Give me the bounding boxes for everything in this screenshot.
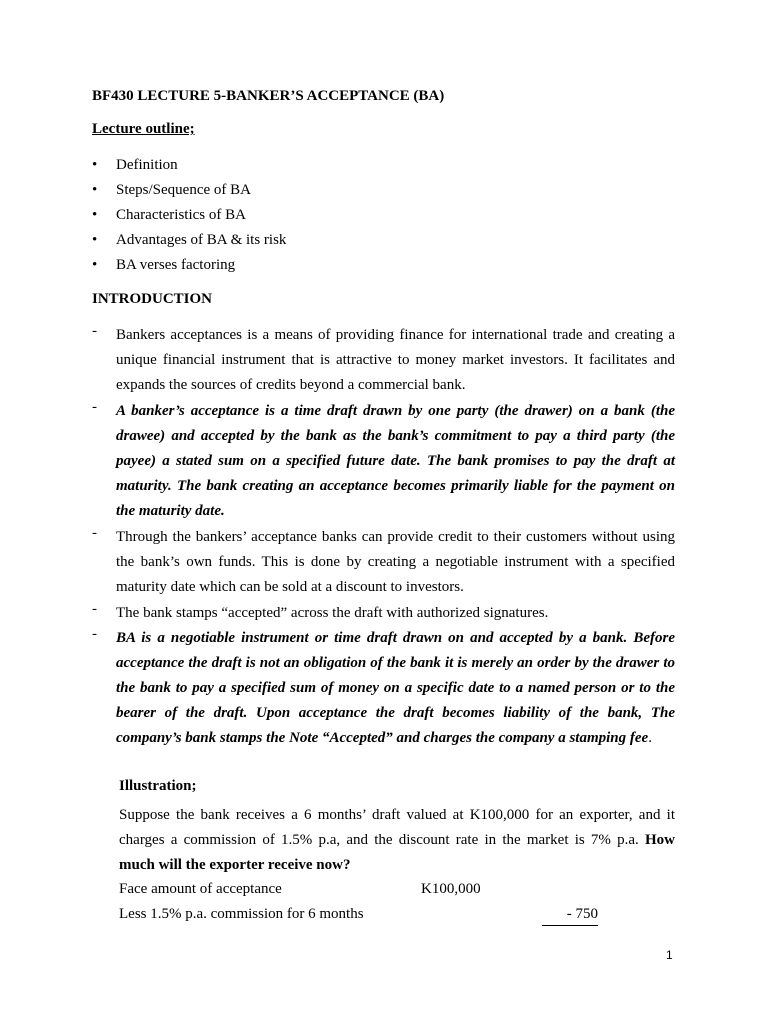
paragraph — [92, 626, 675, 766]
paragraph-text: The bank stamps “accepted” across the draft with authorized signatures. — [116, 605, 549, 621]
calc-label: Face amount of acceptance — [119, 881, 282, 897]
bullet-icon: • — [92, 157, 98, 173]
illustration-body: Suppose the bank receives a 6 months’ draft valued at K100,000 for an exporter, and it charges a commission of 1.5% p.a, and the discount rate in the market is 7% p.a. — [119, 807, 675, 848]
calc-value: K100,000 — [421, 881, 481, 897]
illustration-question: How much will the exporter receive now? — [119, 832, 675, 873]
paragraph-text: Through the bankers’ acceptance banks can provide credit to their customers without using the bank’s own funds. This is done by creating a negotiable instrument with a specified maturity date which can be sold at a discount to investors. — [116, 529, 675, 595]
bullet-icon: • — [92, 182, 98, 198]
dash-marker: - — [92, 399, 97, 415]
page-title: BF430 LECTURE 5-BANKER’S ACCEPTANCE (BA) — [92, 88, 445, 104]
bullet-icon: • — [92, 207, 98, 223]
calc-row — [119, 904, 598, 929]
dash-marker: - — [92, 323, 97, 339]
period: . — [648, 730, 652, 746]
illustration-heading: Illustration; — [119, 778, 197, 794]
dash-marker: - — [92, 525, 97, 541]
paragraph-text — [116, 626, 675, 751]
illustration-text — [119, 803, 675, 878]
calc-label: Less 1.5% p.a. commission for 6 months — [119, 906, 364, 922]
dash-marker: - — [92, 626, 97, 642]
outline-item-label: Characteristics of BA — [116, 207, 246, 223]
intro-heading: INTRODUCTION — [92, 291, 213, 307]
page-number: 1 — [666, 948, 673, 962]
dash-marker: - — [92, 601, 97, 617]
calc-row — [119, 879, 499, 904]
outline-item-label: Steps/Sequence of BA — [116, 182, 251, 198]
outline-item-label: Definition — [116, 157, 178, 173]
calc-value: - 750 — [542, 904, 598, 926]
bullet-icon: • — [92, 232, 98, 248]
bullet-icon: • — [92, 257, 98, 273]
outline-item-label: BA verses factoring — [116, 257, 236, 273]
paragraph — [92, 399, 675, 539]
outline-item-label: Advantages of BA & its risk — [116, 232, 287, 248]
paragraph-text: Bankers acceptances is a means of providing finance for international trade and creating a unique financial instrument that is attractive to money market investors. It facilitates and expands the sources of credits beyond a commercial bank. — [116, 327, 675, 393]
emphasis-text: BA is a negotiable instrument or time draft drawn on and accepted by a bank. Before acceptance the draft is not an obligation of the bank it is merely an order by the drawer to the bank to pay a specified sum of money on a specific date to a named person or to the bearer of the draft. Upon acceptance the draft becomes liability of the bank, The company’s bank stamps the Note “Accepted” and charges the company a stamping fee — [116, 630, 675, 746]
outline-heading: Lecture outline; — [92, 121, 195, 137]
paragraph-text: A banker’s acceptance is a time draft drawn by one party (the drawer) on a bank (the drawee) and accepted by the bank as the bank’s commitment to pay a third party (the payee) a stated sum on a specified future date. The bank promises to pay the draft at maturity. The bank creating an acceptance becomes primarily liable for the payment on the maturity date. — [116, 403, 675, 519]
